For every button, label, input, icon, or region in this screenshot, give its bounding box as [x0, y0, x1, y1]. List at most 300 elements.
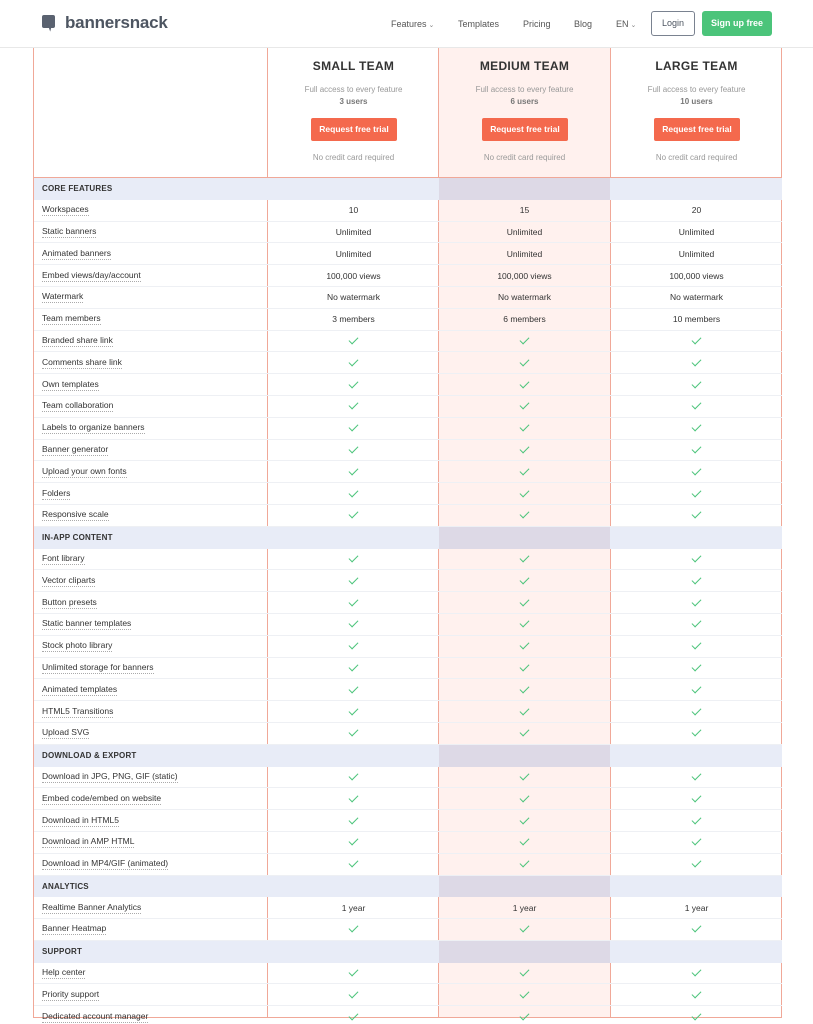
feature-cell	[611, 461, 782, 482]
feature-value: Unlimited	[506, 248, 543, 259]
check-icon	[349, 378, 359, 388]
feature-cell	[268, 636, 439, 657]
feature-label-text: Comments share link	[42, 356, 122, 367]
logo-icon	[42, 14, 60, 32]
feature-cell	[268, 374, 439, 395]
plan-users: 3 users	[339, 97, 368, 106]
feature-cell	[611, 440, 782, 461]
plan-subtitle: Full access to every feature	[304, 85, 403, 94]
request-trial-button[interactable]: Request free trial	[482, 118, 568, 141]
feature-label-text: Priority support	[42, 988, 100, 999]
feature-cell	[439, 331, 610, 352]
plan-note: No credit card required	[655, 153, 738, 162]
feature-row	[34, 352, 782, 374]
feature-label[interactable]	[42, 505, 109, 526]
request-trial-button[interactable]: Request free trial	[654, 118, 740, 141]
feature-label[interactable]	[42, 265, 141, 286]
feature-cell	[439, 788, 610, 809]
feature-value: 10 members	[672, 314, 721, 325]
check-icon	[349, 618, 359, 628]
check-icon	[520, 814, 530, 824]
feature-cell	[439, 483, 610, 504]
feature-label[interactable]	[42, 461, 127, 482]
feature-value: 1 year	[341, 902, 366, 913]
check-icon	[520, 967, 530, 977]
feature-label-text: Upload SVG	[42, 727, 90, 738]
request-trial-button[interactable]: Request free trial	[311, 118, 397, 141]
check-icon	[692, 640, 702, 650]
feature-cell	[439, 767, 610, 788]
feature-label[interactable]	[42, 832, 134, 853]
feature-label[interactable]	[42, 854, 168, 875]
check-icon	[692, 400, 702, 410]
check-icon	[349, 444, 359, 454]
check-icon	[692, 1010, 702, 1020]
check-icon	[520, 727, 530, 737]
feature-cell	[268, 919, 439, 940]
feature-cell	[268, 810, 439, 831]
section-title: CORE FEATURES	[42, 184, 113, 194]
nav-blog[interactable]: Blog	[574, 19, 593, 29]
check-icon	[520, 356, 530, 366]
check-icon	[520, 836, 530, 846]
feature-cell	[268, 679, 439, 700]
feature-label[interactable]	[42, 570, 95, 591]
section-title: IN-APP CONTENT	[42, 533, 113, 543]
feature-label[interactable]	[42, 767, 178, 788]
plan-note: No credit card required	[483, 153, 566, 162]
feature-row	[34, 592, 782, 614]
feature-row	[34, 461, 782, 483]
feature-label-text: Team collaboration	[42, 400, 114, 411]
feature-label[interactable]	[42, 788, 161, 809]
feature-label[interactable]	[42, 440, 108, 461]
feature-label[interactable]	[42, 396, 113, 417]
check-icon	[349, 967, 359, 977]
check-icon	[692, 618, 702, 628]
site-header	[0, 0, 813, 48]
check-icon	[692, 967, 702, 977]
feature-label[interactable]	[42, 614, 131, 635]
check-icon	[520, 335, 530, 345]
check-icon	[520, 378, 530, 388]
feature-cell	[439, 505, 610, 526]
feature-cell	[268, 658, 439, 679]
feature-label[interactable]	[42, 1006, 148, 1024]
feature-label-text: Folders	[42, 487, 71, 498]
feature-label[interactable]	[42, 374, 99, 395]
feature-label[interactable]	[42, 723, 89, 744]
feature-cell	[268, 767, 439, 788]
feature-cell	[439, 701, 610, 722]
highlight-band	[439, 527, 610, 549]
feature-row	[34, 287, 782, 309]
feature-label[interactable]	[42, 200, 89, 221]
check-icon	[692, 356, 702, 366]
nav-pricing[interactable]: Pricing	[523, 19, 551, 29]
plan-name: LARGE TEAM	[655, 59, 738, 73]
feature-cell	[268, 352, 439, 373]
check-icon	[349, 988, 359, 998]
feature-cell	[439, 1006, 610, 1024]
feature-row	[34, 418, 782, 440]
plan-subtitle: Full access to every feature	[647, 85, 746, 94]
feature-row	[34, 374, 782, 396]
check-icon	[349, 770, 359, 780]
check-icon	[520, 661, 530, 671]
logo[interactable]	[42, 12, 168, 34]
feature-label[interactable]	[42, 287, 83, 308]
feature-label[interactable]	[42, 701, 113, 722]
check-icon	[692, 422, 702, 432]
feature-value: 10	[348, 205, 359, 216]
feature-cell	[611, 832, 782, 853]
check-icon	[692, 661, 702, 671]
feature-row	[34, 679, 782, 701]
section-title: DOWNLOAD & EXPORT	[42, 751, 137, 761]
feature-label[interactable]	[42, 963, 85, 984]
feature-cell	[268, 549, 439, 570]
check-icon	[520, 858, 530, 868]
feature-cell	[439, 854, 610, 875]
feature-label-text: Vector cliparts	[42, 574, 96, 585]
feature-value: Unlimited	[678, 226, 715, 237]
feature-cell	[439, 418, 610, 439]
feature-value: Unlimited	[335, 248, 372, 259]
check-icon	[349, 858, 359, 868]
check-icon	[349, 1010, 359, 1020]
feature-cell	[611, 701, 782, 722]
feature-label-text: Embed views/day/account	[42, 269, 141, 280]
feature-cell	[439, 570, 610, 591]
feature-label[interactable]	[42, 483, 70, 504]
feature-cell	[268, 592, 439, 613]
feature-label-text: Branded share link	[42, 334, 113, 345]
feature-label-text: Download in MP4/GIF (animated)	[42, 858, 169, 869]
check-icon	[692, 596, 702, 606]
check-icon	[692, 487, 702, 497]
feature-label[interactable]	[42, 222, 96, 243]
feature-label[interactable]	[42, 243, 111, 264]
feature-label-text: Unlimited storage for banners	[42, 661, 154, 672]
chevron-down-icon: ⌄	[428, 22, 435, 29]
feature-cell	[268, 963, 439, 984]
feature-cell	[611, 549, 782, 570]
feature-label[interactable]	[42, 919, 106, 940]
feature-label-text: Font library	[42, 552, 85, 563]
feature-row	[34, 331, 782, 353]
feature-cell	[268, 570, 439, 591]
nav-features[interactable]	[391, 0, 434, 48]
feature-cell	[611, 767, 782, 788]
feature-cell	[611, 331, 782, 352]
signup-button[interactable]: Sign up free	[702, 11, 772, 36]
check-icon	[520, 465, 530, 475]
section-header	[34, 941, 782, 963]
feature-label-text: Team members	[42, 313, 101, 324]
feature-cell	[439, 592, 610, 613]
feature-label-text: Realtime Banner Analytics	[42, 901, 142, 912]
check-icon	[692, 770, 702, 780]
check-icon	[692, 509, 702, 519]
feature-cell	[611, 374, 782, 395]
plan-subtitle: Full access to every feature	[475, 85, 574, 94]
feature-label-text: Button presets	[42, 596, 97, 607]
check-icon	[349, 422, 359, 432]
feature-label-text: Banner generator	[42, 443, 109, 454]
check-icon	[692, 552, 702, 562]
section-title: ANALYTICS	[42, 881, 89, 891]
feature-cell	[268, 331, 439, 352]
check-icon	[692, 465, 702, 475]
feature-row	[34, 919, 782, 941]
language-label: EN	[616, 19, 629, 29]
check-icon	[349, 640, 359, 650]
check-icon	[349, 814, 359, 824]
feature-label-text: HTML5 Transitions	[42, 705, 114, 716]
plan-name: SMALL TEAM	[312, 59, 395, 73]
feature-cell	[611, 963, 782, 984]
section-header	[34, 527, 782, 549]
check-icon	[349, 487, 359, 497]
check-icon	[349, 705, 359, 715]
feature-row	[34, 810, 782, 832]
highlight-band	[439, 745, 610, 767]
plan-note: No credit card required	[312, 153, 395, 162]
feature-cell	[611, 570, 782, 591]
feature-cell	[611, 679, 782, 700]
logo-text: bannersnack	[65, 13, 168, 32]
feature-row	[34, 396, 782, 418]
feature-cell	[268, 614, 439, 635]
feature-row	[34, 788, 782, 810]
feature-label[interactable]	[42, 352, 122, 373]
feature-cell	[611, 636, 782, 657]
check-icon	[520, 444, 530, 454]
check-icon	[520, 640, 530, 650]
feature-label[interactable]	[42, 810, 119, 831]
plan-large-team	[611, 48, 782, 177]
feature-value: 3 members	[332, 314, 375, 325]
feature-row	[34, 549, 782, 571]
feature-value: 15	[519, 205, 530, 216]
feature-value: 100,000 views	[669, 270, 724, 281]
section-header	[34, 745, 782, 767]
pricing-table	[33, 48, 782, 1021]
feature-row	[34, 767, 782, 789]
feature-label[interactable]	[42, 658, 154, 679]
feature-row	[34, 636, 782, 658]
feature-row	[34, 1006, 782, 1024]
feature-label-text: Upload your own fonts	[42, 465, 127, 476]
feature-cell	[439, 614, 610, 635]
chevron-down-icon: ⌄	[630, 22, 637, 29]
feature-row	[34, 440, 782, 462]
feature-label-text: Static banners	[42, 225, 97, 236]
check-icon	[349, 335, 359, 345]
feature-label-text: Workspaces	[42, 204, 89, 215]
check-icon	[692, 378, 702, 388]
check-icon	[692, 814, 702, 824]
check-icon	[520, 792, 530, 802]
feature-cell	[268, 723, 439, 744]
feature-cell	[611, 854, 782, 875]
check-icon	[520, 574, 530, 584]
feature-label-text: Download in AMP HTML	[42, 836, 135, 847]
feature-cell	[611, 810, 782, 831]
check-icon	[692, 705, 702, 715]
feature-rows	[34, 178, 782, 1024]
check-icon	[692, 683, 702, 693]
check-icon	[520, 618, 530, 628]
feature-cell	[439, 658, 610, 679]
check-icon	[349, 574, 359, 584]
check-icon	[349, 400, 359, 410]
check-icon	[520, 988, 530, 998]
check-icon	[349, 923, 359, 933]
feature-value: Unlimited	[678, 248, 715, 259]
feature-row	[34, 309, 782, 331]
check-icon	[520, 1010, 530, 1020]
check-icon	[520, 770, 530, 780]
login-button[interactable]: Login	[651, 11, 695, 36]
feature-cell	[268, 483, 439, 504]
feature-label[interactable]	[42, 418, 145, 439]
check-icon	[692, 444, 702, 454]
feature-cell	[611, 919, 782, 940]
feature-label-text: Stock photo library	[42, 640, 113, 651]
check-icon	[349, 661, 359, 671]
feature-value: 1 year	[512, 902, 537, 913]
check-icon	[349, 683, 359, 693]
feature-row	[34, 483, 782, 505]
feature-cell	[439, 963, 610, 984]
feature-label[interactable]	[42, 309, 101, 330]
feature-cell	[439, 810, 610, 831]
feature-cell	[611, 592, 782, 613]
feature-cell	[611, 788, 782, 809]
check-icon	[520, 487, 530, 497]
feature-cell	[611, 418, 782, 439]
feature-cell	[611, 505, 782, 526]
check-icon	[520, 400, 530, 410]
check-icon	[349, 596, 359, 606]
feature-cell	[439, 832, 610, 853]
feature-row	[34, 243, 782, 265]
feature-label-text: Animated templates	[42, 683, 118, 694]
check-icon	[520, 422, 530, 432]
feature-cell	[268, 418, 439, 439]
feature-label[interactable]	[42, 984, 99, 1005]
feature-cell	[439, 396, 610, 417]
plan-users: 10 users	[680, 97, 713, 106]
highlight-band	[439, 876, 610, 898]
feature-label[interactable]	[42, 636, 112, 657]
check-icon	[520, 683, 530, 693]
feature-label[interactable]	[42, 331, 113, 352]
feature-label-text: Help center	[42, 967, 86, 978]
feature-cell	[439, 636, 610, 657]
check-icon	[520, 596, 530, 606]
feature-cell	[439, 352, 610, 373]
section-title: SUPPORT	[42, 947, 83, 957]
check-icon	[692, 792, 702, 802]
feature-cell	[439, 919, 610, 940]
section-header	[34, 876, 782, 898]
check-icon	[692, 727, 702, 737]
language-selector[interactable]	[616, 0, 636, 48]
plan-small-team	[268, 48, 439, 177]
nav-features-label: Features	[391, 19, 427, 29]
nav-templates[interactable]: Templates	[458, 19, 500, 29]
check-icon	[520, 923, 530, 933]
check-icon	[349, 509, 359, 519]
feature-row	[34, 984, 782, 1006]
feature-cell	[439, 679, 610, 700]
feature-row	[34, 505, 782, 527]
feature-cell	[268, 701, 439, 722]
feature-value: No watermark	[498, 292, 551, 303]
feature-row	[34, 897, 782, 919]
feature-cell	[439, 461, 610, 482]
feature-value: 100,000 views	[326, 270, 381, 281]
feature-label[interactable]	[42, 897, 141, 918]
feature-label[interactable]	[42, 592, 97, 613]
feature-row	[34, 658, 782, 680]
section-header	[34, 178, 782, 200]
feature-cell	[268, 788, 439, 809]
feature-cell	[611, 396, 782, 417]
feature-cell	[611, 1006, 782, 1024]
plan-name: MEDIUM TEAM	[479, 59, 570, 73]
feature-cell	[268, 440, 439, 461]
feature-label[interactable]	[42, 549, 85, 570]
feature-row	[34, 963, 782, 985]
feature-value: Unlimited	[506, 226, 543, 237]
plan-users: 6 users	[510, 97, 539, 106]
highlight-band	[439, 178, 610, 200]
check-icon	[692, 988, 702, 998]
feature-cell	[268, 984, 439, 1005]
feature-label[interactable]	[42, 679, 117, 700]
feature-cell	[611, 614, 782, 635]
feature-cell	[268, 854, 439, 875]
feature-label-text: Own templates	[42, 378, 99, 389]
feature-cell	[611, 352, 782, 373]
check-icon	[349, 792, 359, 802]
check-icon	[520, 552, 530, 562]
feature-row	[34, 614, 782, 636]
check-icon	[349, 356, 359, 366]
highlight-band	[439, 941, 610, 963]
feature-cell	[611, 723, 782, 744]
check-icon	[349, 465, 359, 475]
check-icon	[520, 705, 530, 715]
feature-cell	[268, 1006, 439, 1024]
feature-row	[34, 265, 782, 287]
feature-value: 6 members	[503, 314, 546, 325]
feature-label-text: Dedicated account manager	[42, 1010, 149, 1021]
feature-row	[34, 832, 782, 854]
check-icon	[692, 574, 702, 584]
feature-cell	[611, 658, 782, 679]
check-icon	[520, 509, 530, 519]
feature-row	[34, 701, 782, 723]
feature-row	[34, 200, 782, 222]
feature-row	[34, 570, 782, 592]
feature-label-text: Embed code/embed on website	[42, 792, 162, 803]
check-icon	[349, 727, 359, 737]
